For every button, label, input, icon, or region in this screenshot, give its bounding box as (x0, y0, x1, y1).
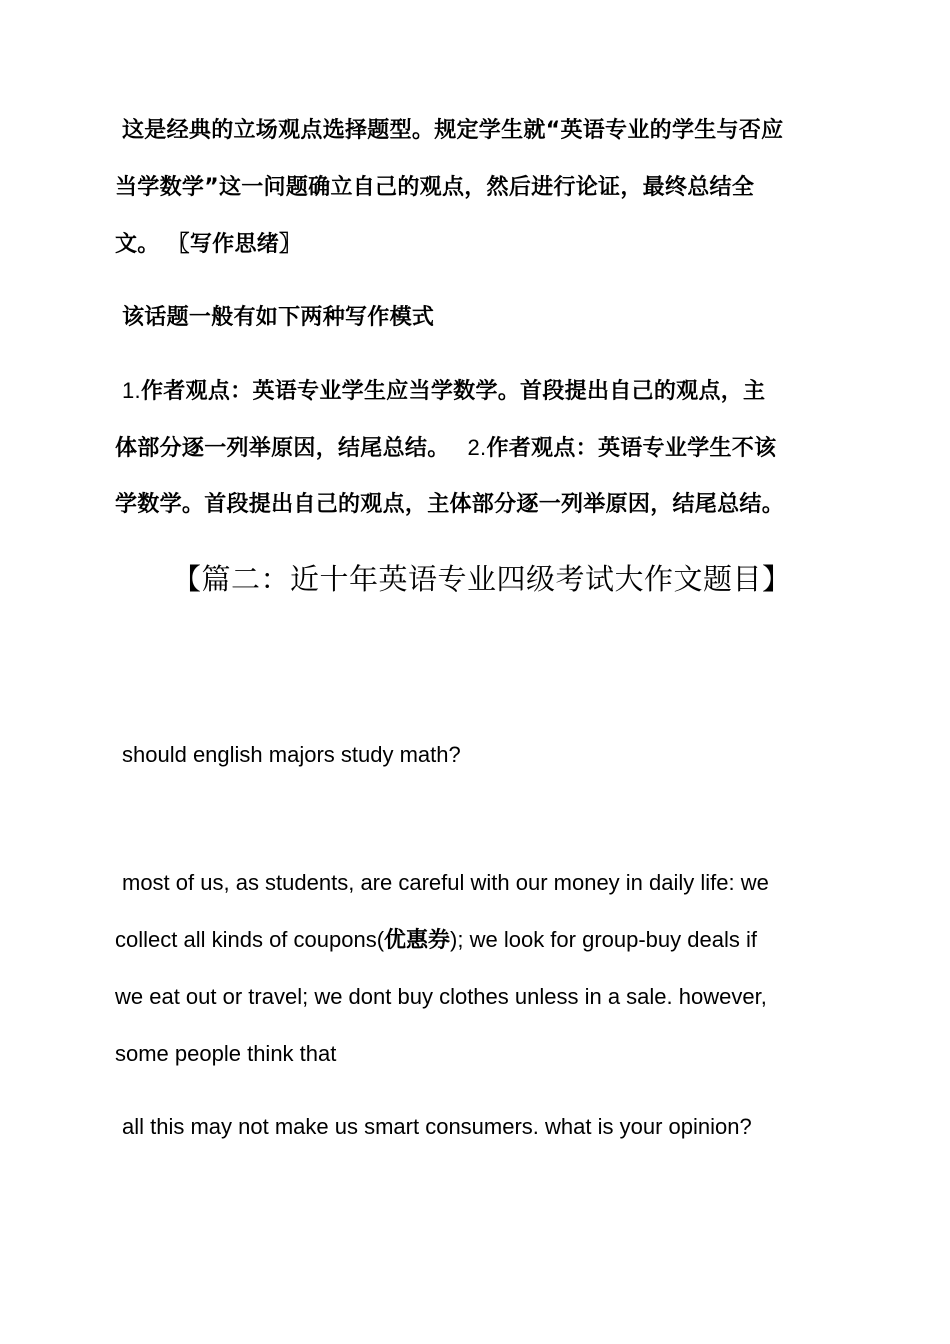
mode-item-2-line-2: 学数学。首段提出自己的观点，主体部分逐一列举原因，结尾总结。 (115, 492, 785, 517)
mode-items-line-2 (115, 437, 776, 460)
mode-item-2-number: 2. (467, 435, 487, 460)
essay-question: should english majors study math? (122, 742, 461, 767)
prompt-line-4: some people think that (115, 1041, 337, 1066)
intro-line-1: 这是经典的立场观点选择题型。规定学生就“英语专业的学生与否应 (122, 118, 784, 143)
intro-line-2: 当学数学”这一问题确立自己的观点，然后进行论证，最终总结全 (115, 175, 755, 200)
mode-intro: 该话题一般有如下两种写作模式 (122, 305, 435, 330)
prompt-line-2 (115, 929, 757, 951)
prompt-line-2-end: ); we look for group-buy deals if (450, 927, 757, 952)
mode-item-1-number: 1. (122, 378, 141, 403)
prompt-line-3: we eat out or travel; we dont buy clothes unless in a sale. however, (115, 984, 767, 1009)
prompt-line-5: all this may not make us smart consumers. what is your opinion? (122, 1114, 752, 1139)
intro-line-3: 文。 〖写作思绪〗 (115, 232, 302, 257)
mode-item-1-text-cont: 体部分逐一列举原因，结尾总结。 (115, 436, 450, 461)
prompt-line-1: most of us, as students, are careful with our money in daily life: we (122, 870, 769, 895)
mode-item-1-line-1 (122, 380, 765, 403)
mode-item-1-text: 作者观点：英语专业学生应当学数学。首段提出自己的观点，主 (140, 379, 766, 404)
coupon-term: 优惠券 (384, 927, 451, 952)
section-heading: 【篇二：近十年英语专业四级考试大作文题目】 (172, 562, 792, 596)
mode-item-2-text: 作者观点：英语专业学生不该 (486, 436, 777, 461)
prompt-line-2-start: collect all kinds of coupons( (115, 927, 385, 952)
